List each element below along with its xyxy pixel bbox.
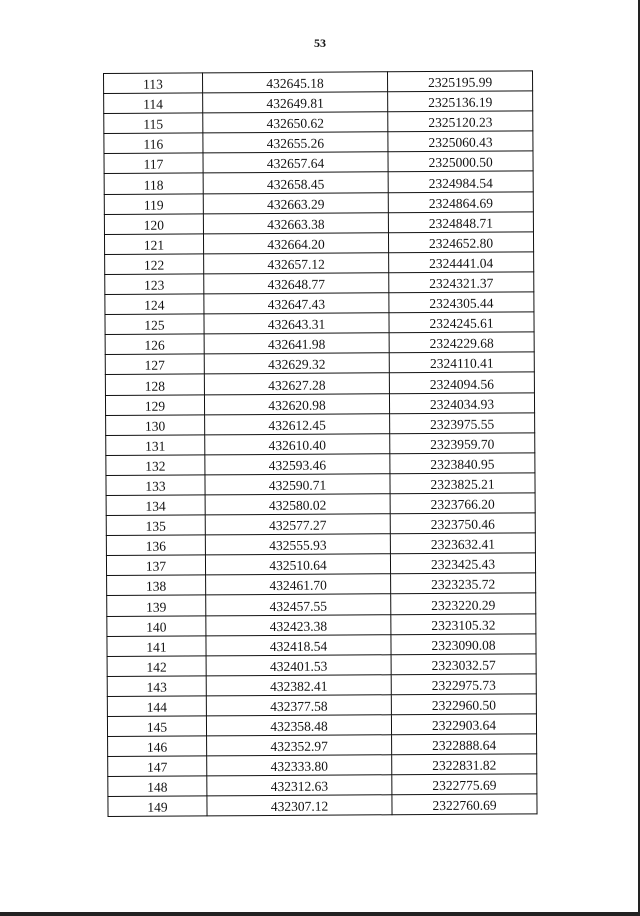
table-row <box>104 71 533 94</box>
y-coordinate-cell: 2323959.70 <box>390 433 535 454</box>
x-coordinate-cell: 432664.20 <box>203 233 388 254</box>
point-number-cell: 116 <box>104 133 203 154</box>
table-row <box>107 654 536 677</box>
y-coordinate-cell: 2324229.68 <box>389 332 534 353</box>
x-coordinate-cell: 432648.77 <box>204 273 389 294</box>
point-number-cell: 120 <box>104 214 203 235</box>
point-number-cell: 124 <box>105 294 204 315</box>
table-row <box>104 191 533 214</box>
x-coordinate-cell: 432352.97 <box>206 735 391 756</box>
y-coordinate-cell: 2323825.21 <box>390 473 535 494</box>
point-number-cell: 122 <box>105 254 204 275</box>
table-row <box>107 714 536 737</box>
table-row <box>105 252 534 275</box>
table-row <box>107 694 536 717</box>
x-coordinate-cell: 432649.81 <box>203 92 388 113</box>
y-coordinate-cell: 2325120.23 <box>388 111 533 132</box>
page-number: 53 <box>314 36 326 50</box>
y-coordinate-cell: 2322960.50 <box>391 694 536 715</box>
point-number-cell: 113 <box>104 73 203 94</box>
point-number-cell: 147 <box>108 756 207 777</box>
x-coordinate-cell: 432645.18 <box>202 72 387 93</box>
x-coordinate-cell: 432333.80 <box>207 755 392 776</box>
x-coordinate-cell: 432612.45 <box>204 413 389 434</box>
point-number-cell: 145 <box>107 716 206 737</box>
x-coordinate-cell: 432610.40 <box>205 433 390 454</box>
x-coordinate-cell: 432629.32 <box>204 353 389 374</box>
y-coordinate-cell: 2322831.82 <box>392 754 537 775</box>
y-coordinate-cell: 2323766.20 <box>390 493 535 514</box>
point-number-cell: 128 <box>105 374 204 395</box>
x-coordinate-cell: 432593.46 <box>205 454 390 475</box>
x-coordinate-cell: 432663.29 <box>203 192 388 213</box>
y-coordinate-cell: 2323105.32 <box>391 613 536 634</box>
x-coordinate-cell: 432657.64 <box>203 152 388 173</box>
x-coordinate-cell: 432457.55 <box>206 594 391 615</box>
x-coordinate-cell: 432382.41 <box>206 675 391 696</box>
table-row <box>104 131 533 154</box>
y-coordinate-cell: 2324864.69 <box>388 191 533 212</box>
x-coordinate-cell: 432358.48 <box>206 715 391 736</box>
x-coordinate-cell: 432643.31 <box>204 313 389 334</box>
x-coordinate-cell: 432401.53 <box>206 654 391 675</box>
y-coordinate-cell: 2324984.54 <box>388 171 533 192</box>
point-number-cell: 144 <box>107 696 206 717</box>
point-number-cell: 146 <box>108 736 207 757</box>
table-row <box>104 212 533 235</box>
point-number-cell: 136 <box>106 535 205 556</box>
x-coordinate-cell: 432423.38 <box>206 614 391 635</box>
table-row <box>107 573 536 596</box>
point-number-cell: 137 <box>106 555 205 576</box>
table-row <box>105 392 534 415</box>
table-row <box>108 774 537 797</box>
point-number-cell: 148 <box>108 776 207 797</box>
x-coordinate-cell: 432655.26 <box>203 132 388 153</box>
table-row <box>105 352 534 375</box>
point-number-cell: 140 <box>107 615 206 636</box>
y-coordinate-cell: 2322775.69 <box>392 774 537 795</box>
x-coordinate-cell: 432580.02 <box>205 494 390 515</box>
y-coordinate-cell: 2323632.41 <box>390 533 535 554</box>
y-coordinate-cell: 2323090.08 <box>391 633 536 654</box>
point-number-cell: 115 <box>104 113 203 134</box>
scan-edge-bottom <box>0 912 640 916</box>
y-coordinate-cell: 2323220.29 <box>391 593 536 614</box>
point-number-cell: 125 <box>105 314 204 335</box>
table-row <box>106 412 535 435</box>
x-coordinate-cell: 432377.58 <box>206 695 391 716</box>
y-coordinate-cell: 2325060.43 <box>388 131 533 152</box>
y-coordinate-cell: 2322888.64 <box>392 734 537 755</box>
table-row <box>107 593 536 616</box>
coordinate-table <box>103 70 538 817</box>
table-row <box>108 794 537 817</box>
table-row <box>105 272 534 295</box>
point-number-cell: 118 <box>104 173 203 194</box>
point-number-cell: 117 <box>104 153 203 174</box>
y-coordinate-cell: 2324321.37 <box>389 272 534 293</box>
table-row <box>105 372 534 395</box>
table-row <box>105 312 534 335</box>
table-row <box>105 332 534 355</box>
table-row <box>107 674 536 697</box>
point-number-cell: 139 <box>107 595 206 616</box>
table-row <box>104 151 533 174</box>
point-number-cell: 142 <box>107 656 206 677</box>
point-number-cell: 129 <box>105 394 204 415</box>
y-coordinate-cell: 2322760.69 <box>392 794 537 815</box>
x-coordinate-cell: 432312.63 <box>207 775 392 796</box>
point-number-cell: 123 <box>105 274 204 295</box>
table-row <box>106 433 535 456</box>
table-row <box>104 232 533 255</box>
x-coordinate-cell: 432620.98 <box>204 393 389 414</box>
x-coordinate-cell: 432461.70 <box>205 574 390 595</box>
point-number-cell: 131 <box>106 435 205 456</box>
y-coordinate-cell: 2324034.93 <box>390 392 535 413</box>
point-number-cell: 138 <box>107 575 206 596</box>
point-number-cell: 149 <box>108 796 207 817</box>
x-coordinate-cell: 432590.71 <box>205 474 390 495</box>
y-coordinate-cell: 2324848.71 <box>388 212 533 233</box>
table-row <box>106 513 535 536</box>
point-number-cell: 127 <box>105 354 204 375</box>
y-coordinate-cell: 2323840.95 <box>390 453 535 474</box>
table-row <box>107 613 536 636</box>
y-coordinate-cell: 2325195.99 <box>388 71 533 92</box>
x-coordinate-cell: 432663.38 <box>203 212 388 233</box>
y-coordinate-cell: 2324652.80 <box>389 232 534 253</box>
table-row <box>107 633 536 656</box>
x-coordinate-cell: 432555.93 <box>205 534 390 555</box>
y-coordinate-cell: 2324110.41 <box>389 352 534 373</box>
table-row <box>106 553 535 576</box>
point-number-cell: 121 <box>104 234 203 255</box>
x-coordinate-cell: 432650.62 <box>203 112 388 133</box>
y-coordinate-cell: 2322975.73 <box>391 674 536 695</box>
table-row <box>106 533 535 556</box>
x-coordinate-cell: 432307.12 <box>207 795 392 816</box>
x-coordinate-cell: 432657.12 <box>204 253 389 274</box>
point-number-cell: 143 <box>107 676 206 697</box>
y-coordinate-cell: 2323975.55 <box>390 412 535 433</box>
y-coordinate-cell: 2324441.04 <box>389 252 534 273</box>
table-row <box>108 754 537 777</box>
coordinate-table-body <box>104 71 538 817</box>
point-number-cell: 141 <box>107 636 206 657</box>
y-coordinate-cell: 2324094.56 <box>389 372 534 393</box>
table-row <box>104 91 533 114</box>
table-row <box>108 734 537 757</box>
table-row <box>106 473 535 496</box>
y-coordinate-cell: 2324245.61 <box>389 312 534 333</box>
y-coordinate-cell: 2322903.64 <box>392 714 537 735</box>
y-coordinate-cell: 2323750.46 <box>390 513 535 534</box>
point-number-cell: 135 <box>106 515 205 536</box>
table-row <box>106 493 535 516</box>
y-coordinate-cell: 2323425.43 <box>391 553 536 574</box>
point-number-cell: 133 <box>106 475 205 496</box>
x-coordinate-cell: 432510.64 <box>205 554 390 575</box>
table-row <box>106 453 535 476</box>
x-coordinate-cell: 432627.28 <box>204 373 389 394</box>
point-number-cell: 126 <box>105 334 204 355</box>
y-coordinate-cell: 2325000.50 <box>388 151 533 172</box>
point-number-cell: 130 <box>106 414 205 435</box>
point-number-cell: 134 <box>106 495 205 516</box>
point-number-cell: 114 <box>104 93 203 114</box>
table-row <box>104 111 533 134</box>
x-coordinate-cell: 432641.98 <box>204 333 389 354</box>
x-coordinate-cell: 432658.45 <box>203 172 388 193</box>
x-coordinate-cell: 432577.27 <box>205 514 390 535</box>
y-coordinate-cell: 2323032.57 <box>391 654 536 675</box>
y-coordinate-cell: 2324305.44 <box>389 292 534 313</box>
point-number-cell: 119 <box>104 193 203 214</box>
table-row <box>104 171 533 194</box>
x-coordinate-cell: 432647.43 <box>204 293 389 314</box>
y-coordinate-cell: 2325136.19 <box>388 91 533 112</box>
table-row <box>105 292 534 315</box>
point-number-cell: 132 <box>106 455 205 476</box>
x-coordinate-cell: 432418.54 <box>206 634 391 655</box>
y-coordinate-cell: 2323235.72 <box>391 573 536 594</box>
